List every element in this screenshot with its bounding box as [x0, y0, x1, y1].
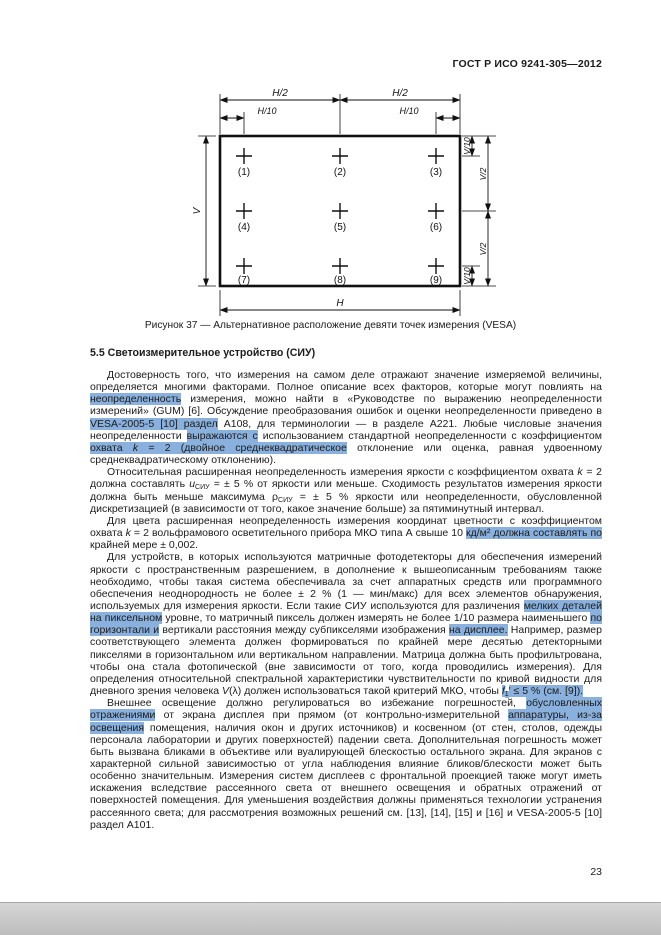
point-label-1: (1): [237, 167, 251, 178]
paragraph-3: Для цвета расширенная неопределенность измерения координат цветности с коэффициентом охвата k = 2 вольфрамового осветительного прибора МКО типа А свыше 10 кд/м² должна составлять по крайней мере ± 0,002.: [90, 514, 602, 552]
figure-caption: Рисунок 37 — Альтернативное расположение девяти точек измерения (VESA): [144, 320, 517, 331]
paragraph-5: Внешнее освещение должно регулироваться во избежание погрешностей, обусловленных отражениями от экрана дисплея при прямом (от контрольно-измерительной аппаратуры, из-за освещения помещения, наличия окон и других источников) и косвенном (от стен, столов, одежды персонала лаборатории и других поверхностей) падении света. Дополнительная погрешность может быть вызвана бликами в объективе или вуалирующей блескостью остального экрана. Для экранов с характерной сильной зависимостью от угла наблюдения влияние бликов/блескости может быть особенно значительным. Измерения систем дисплеев с фронтальной проекцией также могут иметь искажения вследствие рассеянного света от внешнего освещения и обратных отражений от поверхностей помещения. Для уменьшения воздействия должны применяться технологии устранения рассеянного света; для рассмотрения возможных решений см. [13], [14], [15] и [16] и VESA-2005-5 [10] раздел А101.: [90, 697, 602, 831]
dim-label-v10-top: V/10: [462, 137, 472, 155]
page-number: 23: [590, 866, 602, 878]
paragraph-4: Для устройств, в которых используются матричные фотодетекторы для обеспечения измерений яркости с пространственным разрешением, в дополнение к вышеописанным требованиям также необходимо, чтобы такая система обеспечивала за счет аппаратных средств или программного обеспечения неоднородность не более ± 2 % (1 — мин/макс) для всех элементов обнаружения, используемых для измерения яркости. Если такие СИУ используются для различения мелких деталей на пиксельном уровне, то матричный пиксель должен измерять не более 1/10 размера наименьшего по горизонтали и вертикали расстояния между субпикселями изображения на дисплее. Например, размер соответствующего элемента должен формироваться по крайней мере десятью детекторными пикселями в горизонтальном или вертикальном направлении. Матрица должна быть профильтрована, чтобы она стала фотопической (вне зависимости от того, когда проводились измерения). Для определения относительной спектральной характеристики чувствительности по кривой видности для дневного зрения человека V(λ) должен использоваться такой критерий МКО, чтобы $f_1' \le 5$ % (см. [9]).: [90, 551, 602, 699]
document-code: ГОСТ Р ИСО 9241-305—2012: [452, 58, 602, 70]
figure-37-diagram: [150, 84, 550, 334]
body-text: [90, 369, 602, 831]
point-label-9: (9): [429, 275, 443, 286]
paragraph-2: Относительная расширенная неопределенность измерения яркости с коэффициентом охвата k = 2 должна составлять $u_{СИУ}$ = ± 5 % от яркости или меньше. Сходимость результатов измерения яркости должна быть меньше максимума $\rho_{СИУ}$ = ± 5 % яркости или неопределенности, обусловленной дискретизацией (в зависимости от того, какое значение больше) за пятиминутный интервал.: [90, 466, 603, 515]
point-label-2: (2): [333, 167, 347, 178]
paragraph-1: Достоверность того, что измерения на самом деле отражают значение измеряемой величины, определяется многими факторами. Полное описание всех факторов, которые могут повлиять на неопределенность измерения, можно найти в «Руководстве по выражению неопределенности измерений» (GUM) [6]. Обсуждение преобразования ошибок и оценки неопределенности приведено в VESA-2005-5 [10] раздел А108, для терминологии — в разделе А221. Любые числовые значения неопределенности выражаются с использованием стандартной неопределенности с коэффициентом охвата k = 2 (двойное среднеквадратическое отклонение или оценка, равная удвоенному среднеквадратическому отклонению).: [90, 369, 602, 467]
point-label-6: (6): [429, 222, 443, 233]
point-label-8: (8): [333, 275, 347, 286]
dim-label-v10-bottom: V/10: [462, 267, 472, 285]
dim-label-h2-left: H/2: [272, 88, 288, 99]
point-label-5: (5): [333, 222, 347, 233]
section-heading: 5.5 Светоизмерительное устройство (СИУ): [90, 347, 316, 359]
figure-37: [150, 84, 550, 334]
point-label-3: (3): [429, 167, 443, 178]
dim-label-v2-top: V/2: [478, 167, 488, 181]
dim-label-h10-left: H/10: [257, 106, 277, 116]
dim-label-h-total: H: [336, 298, 344, 309]
dim-label-v2-bottom: V/2: [478, 242, 488, 256]
dim-label-h2-right: H/2: [392, 88, 408, 99]
page-bottom-edge: [0, 902, 661, 935]
point-label-4: (4): [237, 222, 251, 233]
dim-label-v-total: V: [192, 207, 203, 215]
point-label-7: (7): [237, 275, 251, 286]
dim-label-h10-right: H/10: [399, 106, 419, 116]
